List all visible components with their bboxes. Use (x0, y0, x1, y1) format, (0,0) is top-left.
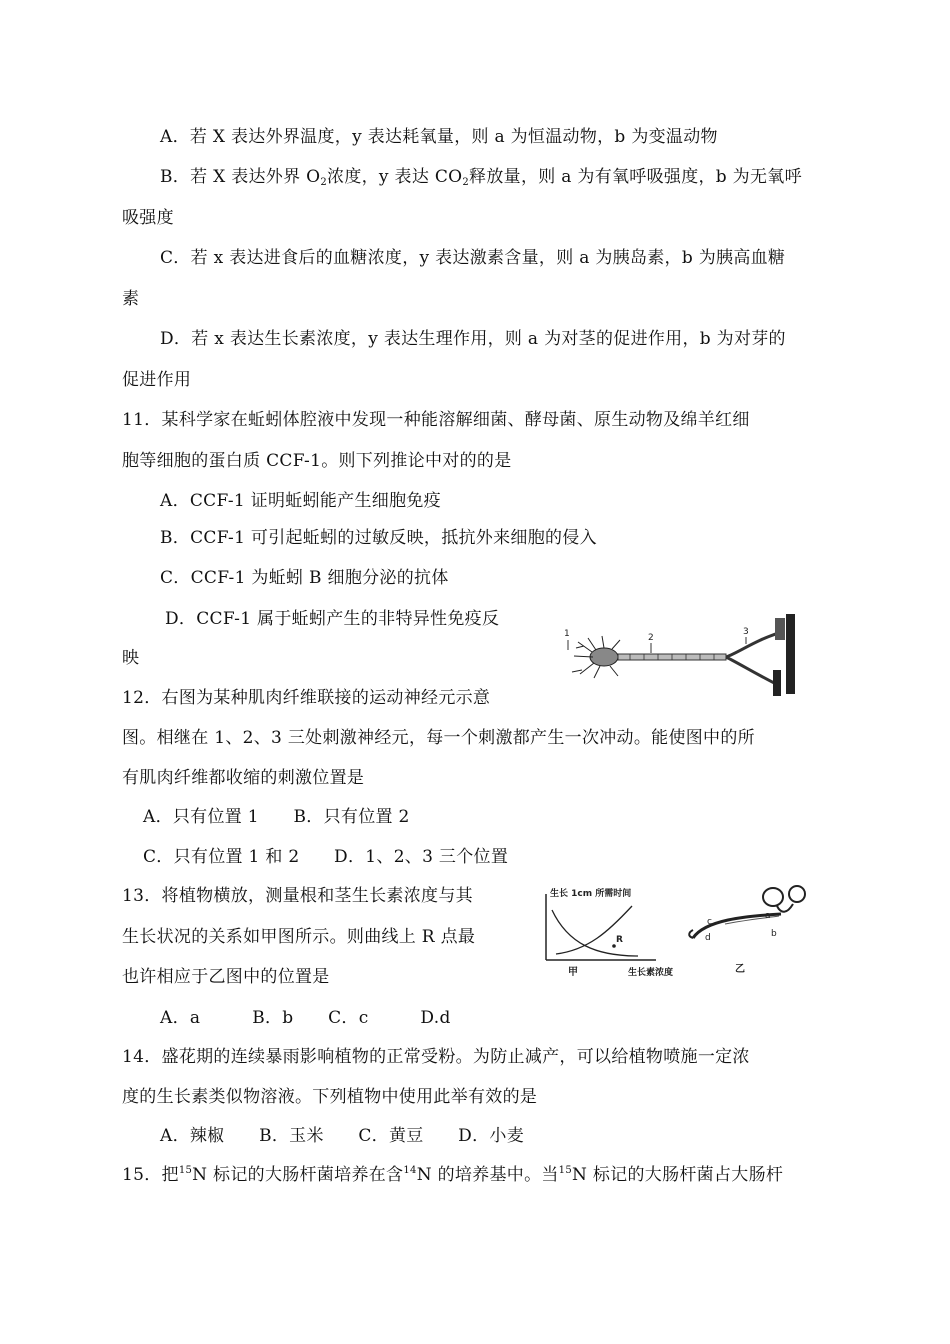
q11-option-d-cont: 映 (122, 648, 140, 668)
q11-option-c: C．CCF-1 为蚯蚓 B 细胞分泌的抗体 (160, 568, 449, 588)
q11-stem-1: 11．某科学家在蚯蚓体腔液中发现一种能溶解细菌、酵母菌、原生动物及绵羊红细 (122, 410, 750, 430)
q12-options-cd: C．只有位置 1 和 2 D．1、2、3 三个位置 (143, 847, 509, 867)
q13-options: A．a B．b C．c D.d (160, 1008, 451, 1028)
plant-label-d: d (705, 933, 711, 943)
q12-options-ab: A．只有位置 1 B．只有位置 2 (143, 807, 410, 827)
q10-option-c: C．若 x 表达进食后的血糖浓度，y 表达激素含量，则 a 为胰岛素，b 为胰高血糖 (160, 248, 786, 268)
q15-stem (122, 1163, 783, 1187)
q10-option-b-text3: 释放量，则 a 为有氧呼吸强度，b 为无氧呼 (469, 167, 802, 187)
q10-option-d: D．若 x 表达生长素浓度，y 表达生理作用，则 a 为对茎的促进作用，b 为对芽的 (160, 329, 786, 349)
figure-jia-graph (528, 880, 673, 980)
q15-sup1: 15 (178, 1165, 193, 1176)
label-jia: 甲 (568, 967, 578, 978)
q11-option-a: A．CCF-1 证明蚯蚓能产生细胞免疫 (160, 491, 441, 511)
q15-sup3: 15 (558, 1165, 572, 1176)
label-yi: 乙 (735, 964, 745, 975)
neuron-label-1: 1 (564, 629, 570, 639)
curve-stem (556, 906, 632, 954)
q10-option-b-sub2: 2 (462, 177, 470, 188)
q12-stem-1: 12．右图为某种肌肉纤维联接的运动神经元示意 (122, 688, 491, 708)
q11-option-b: B．CCF-1 可引起蚯蚓的过敏反映，抵抗外来细胞的侵入 (160, 528, 597, 548)
q10-option-d-cont: 促进作用 (122, 370, 192, 390)
q10-option-b-text2: 浓度，y 表达 CO (327, 167, 463, 187)
graph-y-label: 生长 1cm 所需时间 (550, 889, 632, 899)
q14-stem-2: 度的生长素类似物溶液。下列植物中使用此举有效的是 (122, 1087, 538, 1107)
neuron-cell-body (572, 636, 620, 678)
q10-option-b (160, 165, 802, 189)
muscle-fiber-lower (773, 670, 781, 696)
q15-text2: N 标记的大肠杆菌培养在含 (192, 1165, 404, 1185)
q14-options: A．辣椒 B．玉米 C．黄豆 D．小麦 (160, 1126, 525, 1146)
axon-branch-lower (726, 657, 780, 686)
muscle-fiber-right (786, 614, 795, 694)
muscle-fiber-upper (775, 618, 785, 640)
neuron-label-2: 2 (648, 633, 654, 643)
q11-option-d: D．CCF-1 属于蚯蚓产生的非特异性免疫反 (165, 609, 500, 629)
neuron-label-3: 3 (743, 627, 749, 637)
q10-option-b-text1: B．若 X 表达外界 O (160, 167, 321, 187)
figure-yi-plant (685, 880, 825, 975)
q10-option-a: A．若 X 表达外界温度，y 表达耗氧量，则 a 为恒温动物，b 为变温动物 (160, 127, 718, 147)
q10-option-b-sub1: 2 (320, 177, 328, 188)
q10-option-b-cont: 吸强度 (122, 208, 174, 228)
plant-label-c: c (707, 917, 712, 927)
q12-stem-3: 有肌肉纤维都收缩的刺激位置是 (122, 768, 365, 788)
axon-branch-upper (726, 632, 782, 657)
q12-stem-2: 图。相继在 1、2、3 三处刺激神经元，每一个刺激都产生一次冲动。能使图中的所 (122, 728, 755, 748)
q14-stem-1: 14．盛花期的连续暴雨影响植物的正常受粉。为防止减产，可以给植物喷施一定浓 (122, 1047, 750, 1067)
motor-neuron-figure (560, 612, 810, 697)
q10-option-c-cont: 素 (122, 289, 140, 309)
q13-stem-1: 13．将植物横放，测量根和茎生长素浓度与其 (122, 886, 473, 906)
q11-stem-2: 胞等细胞的蛋白质 CCF-1。则下列推论中对的的是 (122, 451, 512, 471)
q15-text1: 15．把 (122, 1165, 179, 1185)
point-r-label: R (616, 935, 623, 945)
graph-x-label: 生长素浓度 (628, 968, 673, 978)
q15-sup2: 14 (403, 1165, 417, 1176)
q15-text4: N 标记的大肠杆菌占大肠杆 (572, 1165, 784, 1185)
q13-stem-3: 也许相应于乙图中的位置是 (122, 967, 330, 987)
q15-text3: N 的培养基中。当 (416, 1165, 559, 1185)
plant-label-a: a (765, 911, 771, 921)
curve-root (552, 910, 638, 956)
plant-label-b: b (771, 929, 777, 939)
q13-stem-2: 生长状况的关系如甲图所示。则曲线上 R 点最 (122, 927, 476, 947)
